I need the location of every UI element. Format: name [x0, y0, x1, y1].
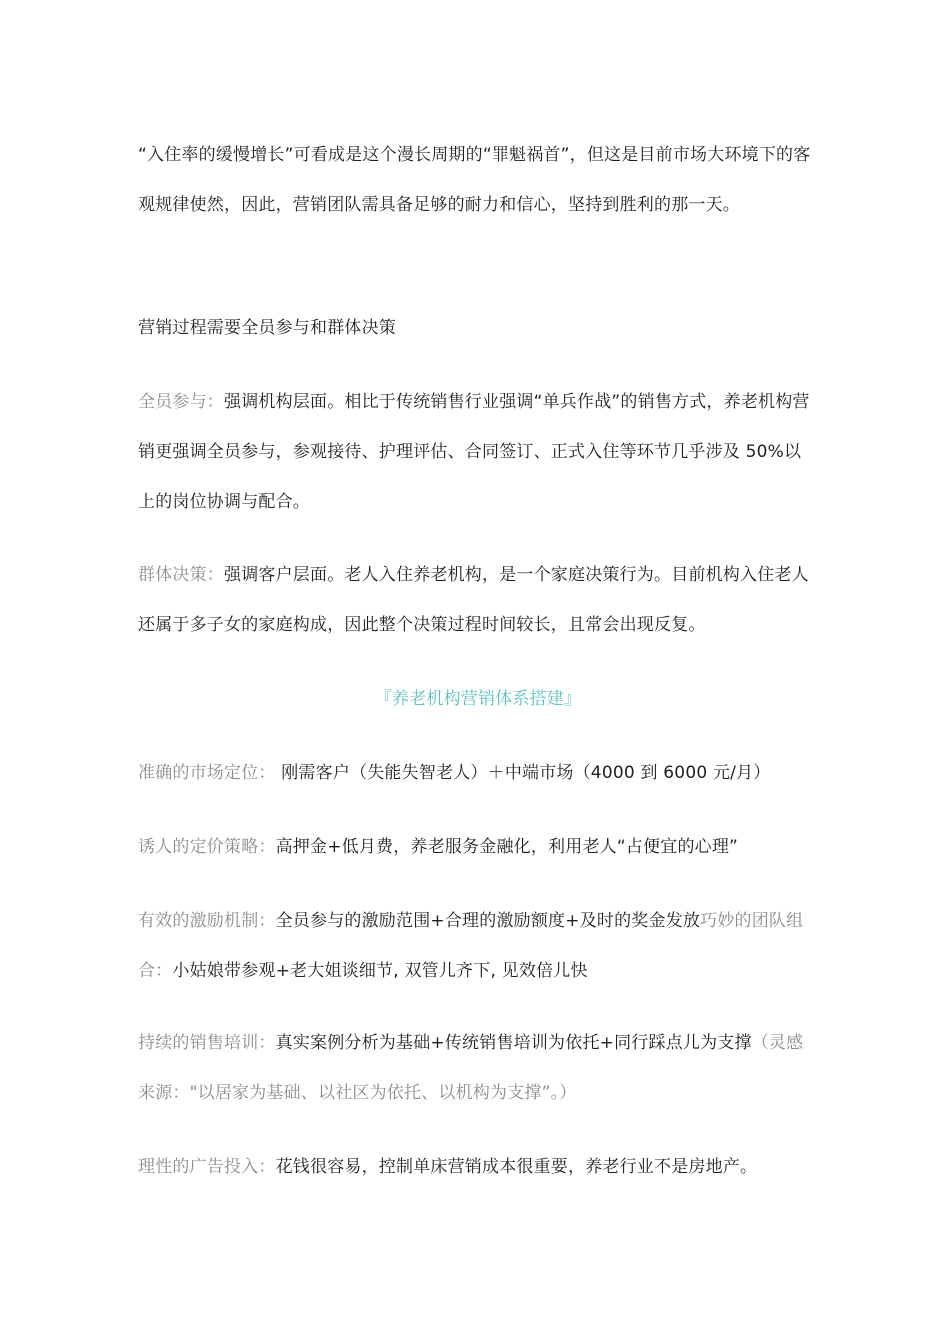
paragraph-text: 刚需客户（失能失智老人）＋中端市场（4000 到 6000 元/月）	[275, 763, 771, 783]
paragraph-text: 强调客户层面。老人入住养老机构，是一个家庭决策行为。目前机构入住老人还属于多子女的家庭构成，因此整个决策过程时间较长，且常会出现反复。	[138, 565, 809, 635]
section-title-text: 『养老机构营销体系搭建』	[374, 689, 582, 709]
paragraph-note: （灵感来源："以居家为基础、以社区为依托、以机构为支撑”。）	[138, 1033, 804, 1103]
paragraph-label: 全员参与：	[138, 392, 224, 412]
paragraph-text: 真实案例分析为基础+传统销售培训为依托+同行踩点儿为支撑	[275, 1033, 752, 1053]
paragraph-label: 理性的广告投入：	[138, 1157, 276, 1177]
paragraph-label: 持续的销售培训：	[138, 1033, 276, 1053]
paragraph-text: 营销过程需要全员参与和群体决策	[138, 318, 396, 338]
paragraph-occupancy	[138, 130, 818, 230]
paragraph-label: 有效的激励机制：	[138, 911, 276, 931]
paragraph-group-decision	[138, 550, 818, 650]
paragraph-text: 高押金+低月费，养老服务金融化，利用老人“占便宜的心理”	[275, 837, 739, 857]
paragraph-text: 全员参与的激励范围+合理的激励额度+及时的奖金发放	[275, 911, 701, 931]
paragraph-label: 诱人的定价策略：	[138, 837, 276, 857]
paragraph-text: 花钱很容易，控制单床营销成本很重要，养老行业不是房地产。	[275, 1157, 758, 1177]
section-title	[138, 674, 818, 724]
paragraph-market-positioning	[138, 748, 818, 798]
paragraph-sales-training	[138, 1018, 818, 1118]
paragraph-advertising	[138, 1142, 818, 1192]
paragraph-text: 强调机构层面。相比于传统销售行业强调“单兵作战”的销售方式，养老机构营销更强调全员参与，参观接待、护理评估、合同签订、正式入住等环节几乎涉及 50%以上的岗位协调与配合。	[138, 392, 810, 512]
paragraph-pricing-strategy	[138, 822, 818, 872]
paragraph-text: 小姑娘带参观+老大姐谈细节, 双管儿齐下, 见效倍儿快	[172, 961, 588, 981]
paragraph-full-participation	[138, 377, 818, 527]
paragraph-label: 准确的市场定位：	[138, 763, 276, 783]
paragraph-text: “入住率的缓慢增长”可看成是这个漫长周期的“罪魁祸首”，但这是目前市场大环境下的客观规律使然，因此，营销团队需具备足够的耐力和信心，坚持到胜利的那一天。	[138, 145, 811, 215]
paragraph-label: 群体决策：	[138, 565, 224, 585]
paragraph-incentive-mechanism	[138, 896, 818, 996]
paragraph-label: 巧妙的团队组合：	[138, 911, 804, 981]
paragraph-heading-participation	[138, 303, 818, 353]
